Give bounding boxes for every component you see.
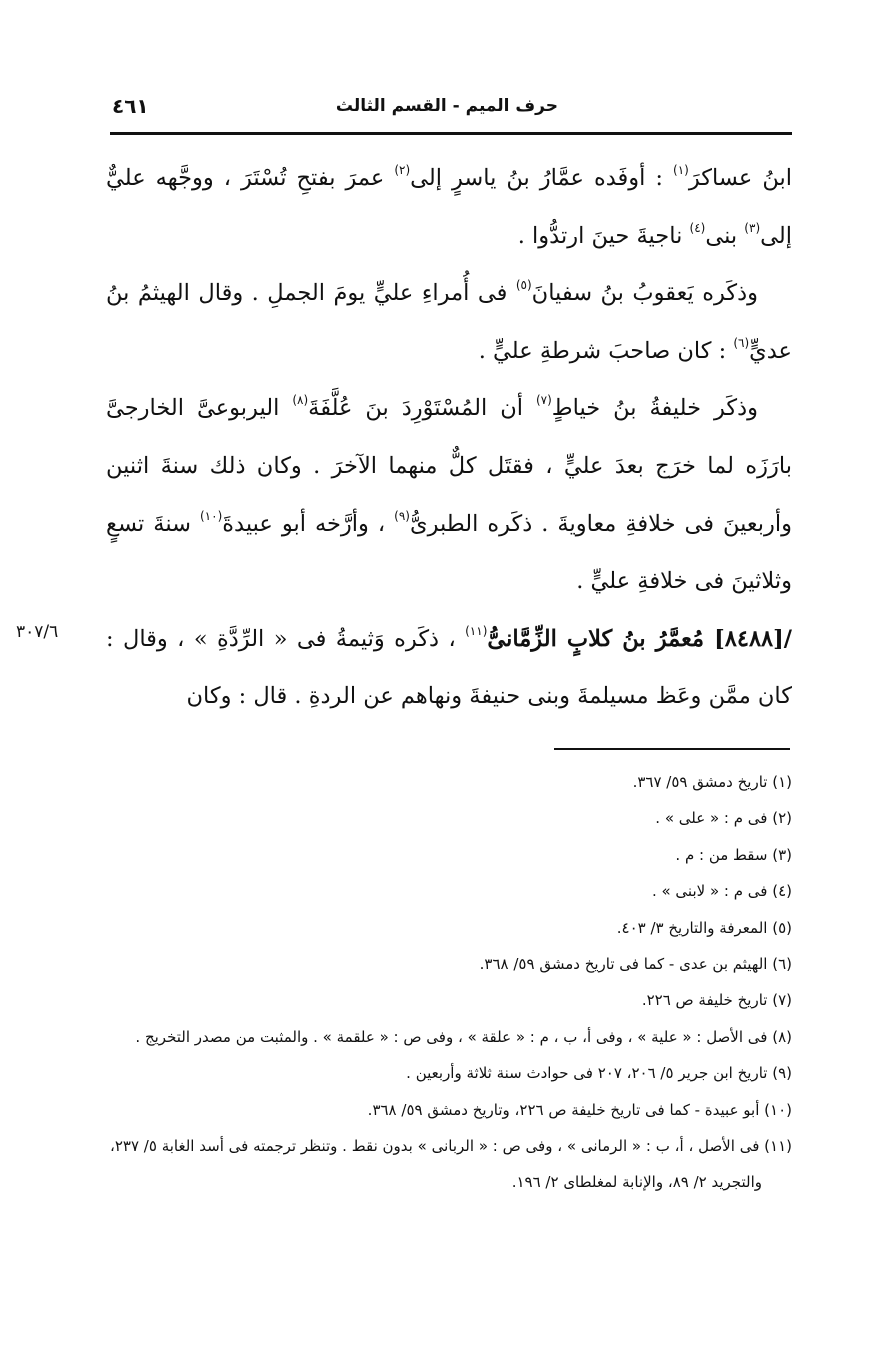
page-number: ٤٦١ (112, 94, 149, 118)
header-rule (110, 132, 792, 135)
paragraph-3 (106, 380, 792, 610)
text-run: : أوفَده عمَّارُ بنُ ياسرٍ إلى (410, 165, 674, 191)
footnote: (٣) سقط من : م . (675, 845, 792, 864)
footnote: (٩) تاريخ ابن جرير ٥/ ٢٠٦، ٢٠٧ فى حوادث سنة ثلاثة وأربعين . (406, 1064, 792, 1083)
footnote-ref: (٥) (515, 278, 532, 293)
main-text (106, 150, 792, 726)
footnote-ref: (٧) (535, 393, 552, 408)
footnote: (٥) المعرفة والتاريخ ٣/ ٤٠٣. (616, 918, 792, 937)
footnote: (٧) تاريخ خليفة ص ٢٢٦. (641, 991, 792, 1010)
text-run: فى أُمراءِ عليٍّ يومَ الجملِ . وقال الهيثمُ بنُ عديٍّ (106, 280, 792, 364)
text-run: عمرَ بفتحِ تُسْتَرَ ، ووجَّهه عليٌّ إلى (106, 165, 792, 249)
text-run: ، وأرَّخه أبو عبيدةَ (222, 510, 395, 537)
text-run: أن المُسْتَوْرِدَ بنَ عُلَّفَةَ (308, 395, 536, 422)
text-run: ، ذكَره وَثيمةُ فى « الرِّدَّةِ » ، وقال : كان ممَّن وعَظ مسيلمةَ وبنى حنيفةَ ونهاهم عن الردةِ . قال : وكان (106, 625, 792, 710)
text-run: ابنُ عساكرَ (688, 165, 792, 191)
footnote: (١٠) أبو عبيدة - كما فى تاريخ خليفة ص ٢٢٦، وتاريخ دمشق ٥٩/ ٣٦٨. (367, 1100, 792, 1119)
footnote-ref: (٦) (733, 335, 750, 350)
footnote-ref: (٢) (394, 163, 411, 177)
entry-heading: /[٨٤٨٨] مُعمَّرُ بنُ كلابٍ الزِّمَّانىُّ (487, 625, 792, 652)
footnote-ref: (٤) (689, 220, 706, 235)
footnote-ref: (٣) (744, 220, 761, 235)
footnote: (٨) فى الأصل : « علية » ، وفى أ، ب ، م : « علقة » ، وفى ص : « علقمة » . والمثبت من مصدر التخريج . (135, 1027, 792, 1046)
footnotes (110, 764, 792, 1201)
footnote-separator (554, 748, 790, 750)
running-title: حرف الميم - القسم الثالث (335, 96, 558, 116)
text-run: اليربوعىَّ الخارجىَّ بارَزَه لما خرَج بعدَ عليٍّ ، فقتَل كلٌّ منهما الآخرَ . وكان ذلك سنةَ اثنين وأربعينَ فى خلافةِ معاويةَ . ذكَره الطبرىُّ (106, 395, 792, 537)
margin-page-reference: ٣٠٧/٦ (16, 622, 59, 642)
footnote-ref: (١١) (465, 623, 488, 638)
text-run: سنةَ تسعٍ وثلاثينَ فى خلافةِ عليٍّ . (106, 510, 792, 595)
footnote: (٦) الهيثم بن عدى - كما فى تاريخ دمشق ٥٩/ ٣٦٨. (479, 955, 792, 974)
footnote-ref: (٩) (394, 508, 410, 523)
paragraph-2 (106, 265, 792, 380)
footnote: (٢) فى م : « على » . (655, 809, 792, 828)
text-run: : كان صاحبَ شرطةِ عليٍّ . (478, 337, 734, 364)
footnote-ref: (٨) (292, 393, 309, 408)
text-run: وذكَر خليفةُ بنُ خياطٍ (551, 395, 759, 422)
footnote: (١) تاريخ دمشق ٥٩/ ٣٦٧. (632, 773, 792, 791)
text-run: ناجيةَ حينَ ارتدُّوا . (517, 222, 690, 249)
paragraph-1 (106, 150, 792, 265)
entry-8488 (106, 611, 792, 726)
footnote: (٤) فى م : « لابنى » . (651, 882, 792, 901)
text-run: وذكَره يَعقوبُ بنُ سفيانَ (531, 280, 758, 307)
text-run: بنى (705, 222, 745, 249)
footnote-ref: (١٠) (199, 508, 223, 523)
page-header (110, 92, 790, 126)
footnote: (١١) فى الأصل ، أ، ب : « الرمانى » ، وفى ص : « الربانى » بدون نقط . وتنظر ترجمته فى أسد الغابة ٥/ ٢٣٧، والتجريد ٢/ ٨٩، والإنابة لمغلطاى ٢/ ١٩٦. (110, 1137, 792, 1192)
footnote-ref: (١) (673, 163, 689, 177)
